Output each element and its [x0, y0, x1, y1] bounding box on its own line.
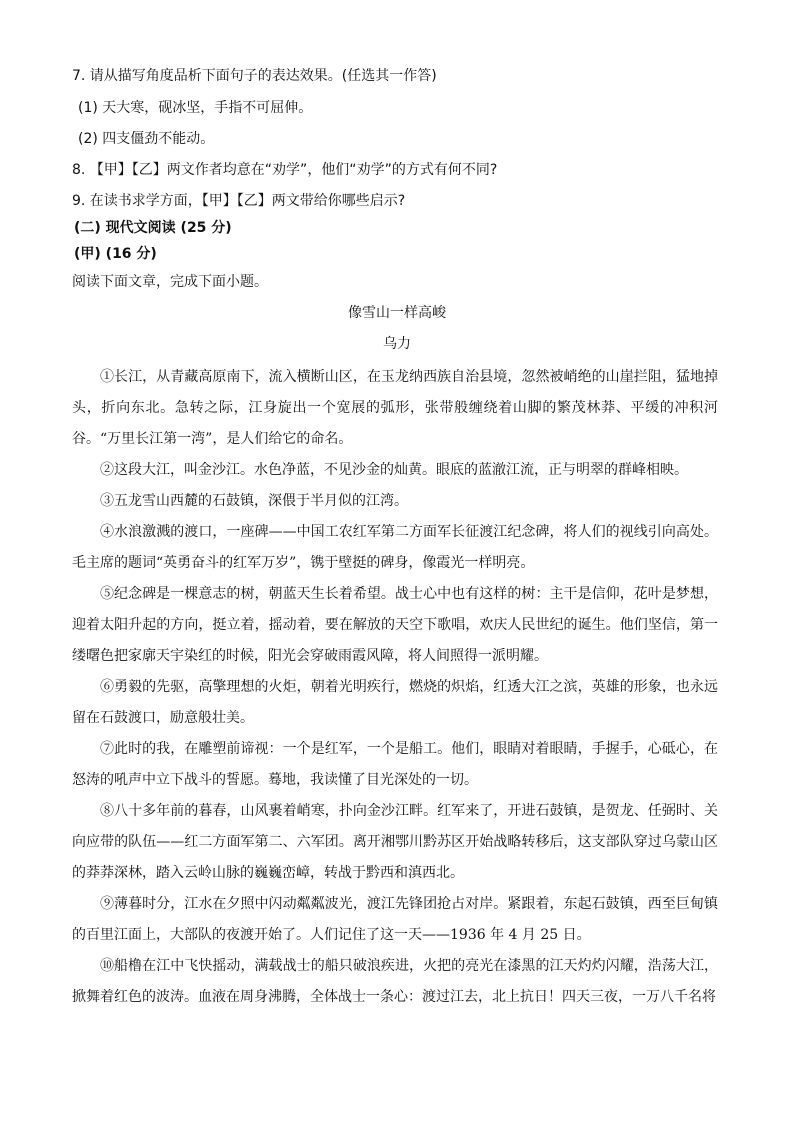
question-9: 9. 在读书求学方面，【甲】【乙】两文带给你哪些启示?	[72, 193, 406, 209]
article-paragraph-2: ②这段大江，叫金沙江。水色净蓝，不见沙金的灿黄。眼底的蓝澈江流，正与明翠的群峰相映。	[100, 462, 688, 478]
article-paragraph-1: ①长江，从青藏高原南下，流入横断山区，在玉龙纳西族自治县境，忽然被峭绝的山崖拦阻，猛地掉头，折向东北。急转之际，江身旋出一个宽展的弧形，张带般缠绕着山脚的繁茂林莽、平缓的冲积河谷。“万里长江第一湾”，是人们给它的命名。	[72, 369, 718, 447]
article-paragraph-4: ④水浪激溅的渡口，一座碑——中国工农红军第二方面军长征渡江纪念碑，将人们的视线引向高处。毛主席的题词“英勇奋斗的红军万岁”，镌于壁挺的碑身，像霞光一样明亮。	[72, 524, 718, 571]
article-paragraph-6: ⑥勇毅的先驱，高擎理想的火炬，朝着光明疾行，燃烧的炽焰，红透大江之滨，英雄的形象，也永远留在石鼓渡口，励意般壮美。	[72, 679, 718, 726]
question-7-option-2: (2) 四支僵劲不能动。	[78, 131, 215, 147]
article-paragraph-9: ⑨薄暮时分，江水在夕照中闪动粼粼波光，渡江先锋团抢占对岸。紧跟着，东起石鼓镇，西至巨甸镇的百里江面上，大部队的夜渡开始了。人们记住了这一天——1936 年 4 月 25 日。	[72, 896, 718, 943]
article-author: 乌力	[383, 336, 411, 352]
question-7-option-1: (1) 天大寒，砚冰坚，手指不可屈伸。	[78, 100, 313, 116]
question-7: 7. 请从描写角度品析下面句子的表达效果。(任选其一作答)	[72, 68, 437, 84]
article-paragraph-3: ③五龙雪山西麓的石鼓镇，深偎于半月似的江湾。	[100, 493, 408, 509]
section-heading: (二) 现代文阅读 (25 分)	[74, 220, 232, 236]
article-paragraph-7: ⑦此时的我，在雕塑前谛视：一个是红军，一个是船工。他们，眼睛对着眼睛，手握手，心砥心，在怒涛的吼声中立下战斗的誓愿。蓦地，我读懂了目光深处的一切。	[72, 741, 718, 788]
article-paragraph-10: ⑩船橹在江中飞快摇动，满载战士的船只破浪疾进，火把的亮光在漆黑的江天灼灼闪耀，浩荡大江，掀舞着红色的波涛。血液在周身沸腾，全体战士一条心：渡过江去，北上抗日！四天三夜，一万八千名将	[72, 958, 718, 1005]
reading-instruction: 阅读下面文章，完成下面小题。	[72, 274, 268, 290]
article-paragraph-8: ⑧八十多年前的暮春，山风裹着峭寒，扑向金沙江畔。红军来了，开进石鼓镇，是贺龙、任弼时、关向应带的队伍——红二方面军第二、六军团。离开湘鄂川黔苏区开始战略转移后，这支部队穿过乌蒙山区的莽莽深林，踏入云岭山脉的巍巍峦嶂，转战于黔西和滇西北。	[72, 803, 718, 881]
question-8: 8. 【甲】【乙】两文作者均意在“劝学”，他们“劝学”的方式有何不同?	[72, 162, 498, 178]
article-title: 像雪山一样高峻	[348, 305, 446, 321]
section-part-label: (甲) (16 分)	[74, 246, 157, 262]
article-paragraph-5: ⑤纪念碑是一棵意志的树，朝蓝天生长着希望。战士心中也有这样的树：主干是信仰，花叶是梦想，迎着太阳升起的方向，挺立着，摇动着，要在解放的天空下歌唱，欢庆人民世纪的诞生。他们坚信，第一缕曙色把家廓天宇染红的时候，阳光会穿破雨霞风障，将人间照得一派明耀。	[72, 586, 718, 664]
